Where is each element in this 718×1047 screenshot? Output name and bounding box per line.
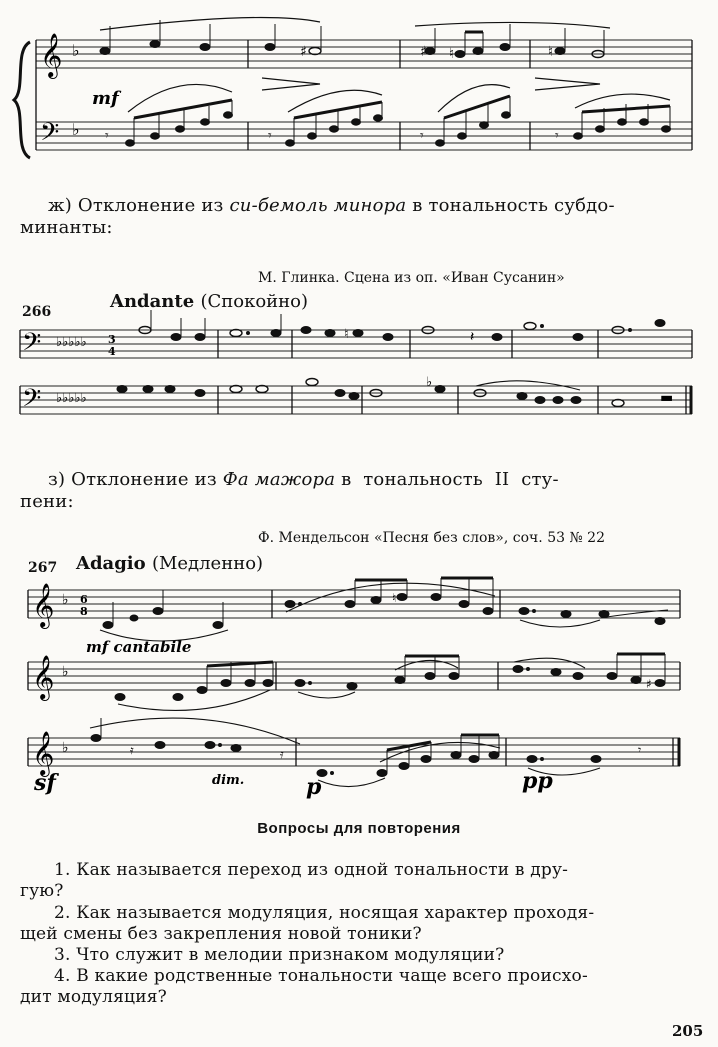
treble-clef-icon: 𝄞	[32, 655, 55, 699]
svg-text:4: 4	[108, 345, 116, 358]
treble-clef-icon: 𝄞	[32, 731, 55, 775]
tempo-267: Adagio (Медленно)	[76, 553, 264, 574]
question-1: 1. Как называется переход из одной тональности в дру-	[54, 860, 569, 880]
svg-text:𝄾: 𝄾	[638, 743, 642, 757]
section-zh-text: ж) Отклонение из си-бемоль минора в тональность субдо-	[48, 195, 615, 216]
page-number: 205	[672, 1022, 704, 1040]
svg-text:♮: ♮	[344, 327, 349, 342]
question-4-cont: дит модуляция?	[20, 987, 167, 1007]
example-266-music	[0, 310, 718, 430]
section-zh-text-line2: минанты:	[20, 217, 113, 238]
key-name: си-бемоль минора	[229, 195, 407, 216]
svg-text:♯: ♯	[300, 44, 307, 60]
question-3: 3. Что служит в мелодии признаком модуляции?	[54, 945, 505, 965]
treble-clef-icon: 𝄞	[40, 33, 63, 77]
flat-key-signature-icon: ♭	[72, 120, 80, 139]
example-number-266: 266	[22, 304, 52, 320]
treble-notes	[100, 20, 604, 58]
tempo-266: Andante (Спокойно)	[110, 291, 309, 312]
flat-key-signature-icon: ♭♭♭♭♭	[56, 335, 87, 350]
dynamic-sf: sf	[34, 770, 56, 796]
svg-text:𝄾: 𝄾	[268, 128, 272, 144]
svg-text:𝄽: 𝄽	[470, 329, 475, 345]
section-z-text-line2: пени:	[20, 491, 74, 512]
svg-text:8: 8	[80, 605, 88, 618]
bass-clef-icon: 𝄢	[22, 384, 42, 419]
attribution-266: М. Глинка. Сцена из оп. «Иван Сусанин»	[258, 270, 565, 286]
question-2-cont: щей смены без закрепления новой тоники?	[20, 924, 422, 944]
dynamic-dim: dim.	[212, 773, 245, 788]
svg-text:♮: ♮	[449, 46, 455, 62]
dynamic-p: p	[306, 774, 322, 800]
treble-clef-icon: 𝄞	[32, 583, 55, 627]
dynamic-pp: pp	[522, 768, 553, 794]
top-music-system	[0, 0, 718, 175]
review-heading: Вопросы для повторения	[257, 820, 461, 837]
section-letter: з)	[48, 469, 66, 490]
svg-text:𝄾: 𝄾	[105, 128, 109, 144]
section-letter: ж)	[48, 195, 72, 216]
bass-clef-icon: 𝄢	[40, 118, 60, 153]
svg-text:♮: ♮	[392, 591, 397, 605]
flat-key-signature-icon: ♭	[72, 41, 80, 60]
svg-text:𝄾: 𝄾	[555, 128, 559, 144]
svg-text:♭: ♭	[426, 375, 433, 390]
flat-key-signature-icon: ♭♭♭♭♭	[56, 391, 87, 406]
flat-key-signature-icon: ♭	[62, 664, 69, 680]
time-signature: 6	[80, 593, 88, 606]
section-z-text: з) Отклонение из Фа мажора в тональность II сту-	[48, 469, 559, 490]
svg-text:♮: ♮	[548, 44, 554, 60]
attribution-267: Ф. Мендельсон «Песня без слов», соч. 53 № 22	[258, 530, 605, 546]
flat-key-signature-icon: ♭	[62, 740, 69, 756]
dynamic-mf: mf	[92, 88, 119, 109]
svg-text:♯: ♯	[646, 677, 652, 691]
bass-clef-icon: 𝄢	[22, 328, 42, 363]
treble-staff-lines	[36, 40, 692, 68]
svg-text:♯: ♯	[420, 44, 427, 60]
svg-text:𝄿: 𝄿	[130, 743, 134, 757]
dynamic-mf-cantabile: mf cantabile	[86, 638, 192, 656]
example-267-music	[0, 572, 718, 812]
grand-staff-brace	[14, 42, 30, 158]
example-number-267: 267	[28, 560, 58, 576]
key-name: Фа мажора	[222, 469, 336, 490]
svg-text:𝄾: 𝄾	[420, 128, 424, 144]
question-4: 4. В какие родственные тональности чаще всего происхо-	[54, 966, 588, 986]
time-signature: 3	[108, 333, 116, 346]
question-2: 2. Как называется модуляция, носящая характер проходя-	[54, 903, 595, 923]
flat-key-signature-icon: ♭	[62, 592, 69, 608]
svg-text:𝄿: 𝄿	[280, 747, 284, 761]
svg-text:▬: ▬	[660, 390, 674, 406]
question-1-cont: гую?	[20, 881, 64, 901]
